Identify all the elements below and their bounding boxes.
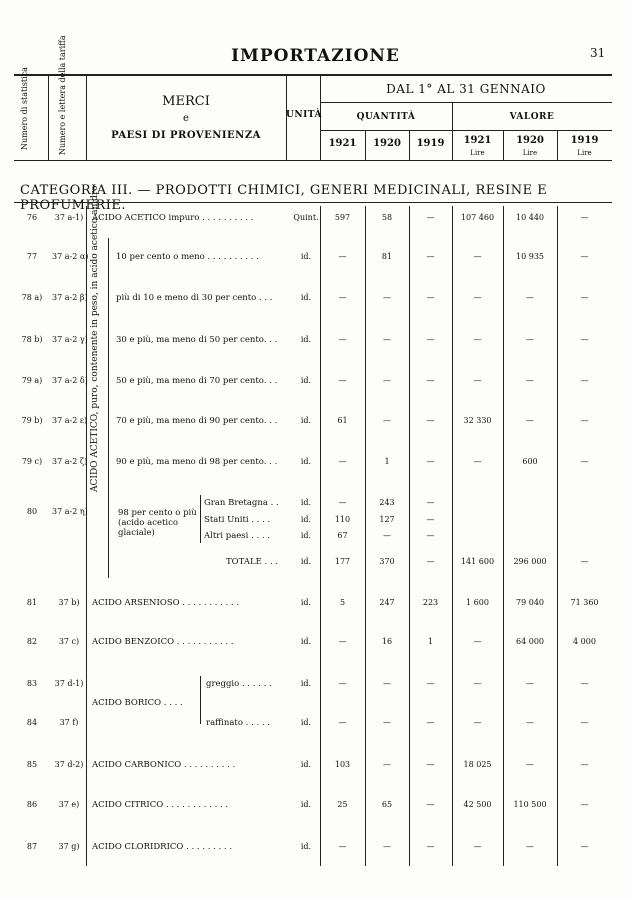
value-v1919: —	[580, 376, 589, 385]
lire-label: Lire	[470, 149, 485, 157]
value-q1920: —	[383, 718, 391, 727]
header-rule	[320, 102, 612, 103]
value-q1921: —	[338, 335, 347, 344]
tariff-code: 37 a-2 α)	[52, 252, 89, 261]
value-q1919: —	[426, 498, 435, 507]
stat-number: 80	[26, 507, 38, 516]
country-bracket	[200, 495, 201, 543]
unit: id.	[300, 800, 312, 809]
unit: Quint.	[293, 213, 319, 222]
tariff-code: 37 a-2 δ)	[52, 376, 88, 385]
value-v1921: 141 600	[460, 557, 495, 566]
total-label: TOTALE . . .	[226, 557, 279, 567]
unit: id.	[300, 679, 312, 688]
value-q1919: —	[426, 760, 435, 769]
year-v-1919: 1919	[570, 135, 599, 146]
value-q1919: 1	[427, 637, 434, 646]
page-number: 31	[590, 46, 606, 60]
stat-number: 84	[26, 718, 38, 727]
value-q1920: —	[383, 376, 391, 385]
value-q1920: —	[383, 842, 391, 851]
value-q1920: 1	[384, 457, 390, 466]
stat-number: 85	[26, 760, 38, 769]
header-divider	[86, 74, 87, 160]
unit: id.	[300, 842, 312, 851]
value-q1921: 103	[334, 760, 351, 769]
value-q1920: 127	[379, 515, 395, 524]
stat-number: 82	[26, 637, 38, 646]
header-quantita: QUANTITÀ	[356, 112, 416, 122]
value-v1921: —	[473, 842, 482, 851]
value-q1920: 243	[379, 498, 395, 507]
value-v1921: 107 460	[460, 213, 495, 222]
unit: id.	[300, 416, 312, 425]
value-q1919: —	[426, 376, 435, 385]
item-description: ACIDO CARBONICO . . . . . . . . . .	[92, 760, 236, 770]
value-q1919: —	[426, 800, 435, 809]
value-v1919: —	[580, 842, 589, 851]
unit: id.	[300, 335, 312, 344]
value-v1919: —	[580, 252, 589, 261]
tariff-code: 37 d-1)	[54, 679, 84, 688]
value-q1921: —	[338, 842, 347, 851]
tariff-code: 37 a-1)	[54, 213, 84, 222]
value-v1921: —	[473, 679, 482, 688]
item-description: 10 per cento o meno . . . . . . . . . .	[116, 252, 259, 262]
value-v1921: —	[473, 376, 482, 385]
tariff-code: 37 c)	[58, 637, 80, 646]
value-v1919: —	[580, 293, 589, 302]
value-v1920: 110 500	[513, 800, 547, 809]
value-q1919: —	[426, 293, 435, 302]
tariff-code: 37 f)	[59, 718, 79, 727]
item-description: 70 e più, ma meno di 90 per cento. . .	[116, 416, 278, 426]
stat-number: 87	[26, 842, 38, 851]
value-q1919: —	[426, 335, 435, 344]
value-q1919: —	[426, 213, 435, 222]
unit: id.	[300, 718, 312, 727]
value-q1920: —	[383, 760, 391, 769]
unit: id.	[300, 598, 312, 607]
value-v1921: 32 330	[463, 416, 492, 425]
value-v1920: —	[526, 842, 534, 851]
value-q1921: 177	[334, 557, 351, 566]
value-q1919: —	[426, 531, 435, 540]
unit: id.	[300, 457, 312, 466]
item-description: 50 e più, ma meno di 70 per cento. . .	[116, 376, 278, 386]
value-q1921: —	[338, 718, 347, 727]
value-v1921: —	[473, 637, 482, 646]
value-q1920: —	[383, 335, 391, 344]
value-q1919: 223	[422, 598, 439, 607]
unit: id.	[300, 637, 312, 646]
value-v1919: —	[580, 718, 589, 727]
value-v1920: —	[526, 416, 534, 425]
tariff-code: 37 e)	[58, 800, 80, 809]
unit: id.	[300, 515, 312, 524]
value-q1921: 597	[334, 213, 351, 222]
header-bottom-rule	[14, 160, 612, 161]
value-v1920: 10 440	[516, 213, 544, 222]
value-q1921: 110	[334, 515, 351, 524]
acetic-bracket-label: ACIDO ACETICO, puro, contenente in peso, in acido acetico anidro	[90, 185, 100, 492]
unit: id.	[300, 252, 312, 261]
value-q1921: —	[338, 293, 347, 302]
year-q-1919: 1919	[416, 138, 445, 149]
header-num-tariff: Numero e lettera della tariffa	[58, 35, 67, 155]
value-q1919: —	[426, 557, 435, 566]
value-q1920: 65	[381, 800, 393, 809]
stat-number: 86	[26, 800, 38, 809]
item-description: 30 e più, ma meno di 50 per cento. . .	[116, 335, 278, 345]
item-description: ACIDO ACETICO impuro . . . . . . . . . .	[92, 213, 254, 223]
value-v1919: —	[580, 457, 589, 466]
header-valore: VALORE	[509, 112, 555, 122]
value-v1920: —	[526, 335, 534, 344]
value-v1920: 10 935	[516, 252, 544, 261]
value-v1921: —	[473, 252, 482, 261]
value-q1921: 67	[337, 531, 348, 540]
header-num-stat: Numero di statistica	[20, 67, 29, 150]
value-q1921: 61	[337, 416, 348, 425]
value-q1920: —	[383, 416, 391, 425]
year-q-1920: 1920	[373, 138, 401, 149]
header-merci-e: e	[183, 113, 189, 124]
stat-number: 79 b)	[21, 416, 43, 425]
unit: id.	[300, 498, 312, 507]
value-v1920: 64 000	[516, 637, 544, 646]
value-q1921: 25	[337, 800, 348, 809]
stat-number: 79 a)	[21, 376, 43, 385]
year-v-1921: 1921	[463, 135, 492, 146]
item-description: ACIDO CITRICO . . . . . . . . . . . .	[92, 800, 229, 810]
value-v1920: —	[526, 679, 534, 688]
value-q1919: —	[426, 515, 435, 524]
value-v1920: 79 040	[516, 598, 544, 607]
value-v1921: 18 025	[463, 760, 492, 769]
year-q-1921: 1921	[328, 138, 357, 149]
value-v1921: —	[473, 293, 482, 302]
value-q1921: —	[338, 498, 347, 507]
item-description: 90 e più, ma meno di 98 per cento. . .	[116, 457, 278, 467]
header-period: DAL 1° AL 31 GENNAIO	[386, 82, 546, 96]
value-q1921: 5	[339, 598, 346, 607]
value-q1920: —	[383, 531, 391, 540]
country-name: Gran Bretagna . .	[204, 498, 279, 508]
header-merci: MERCI	[162, 94, 210, 109]
header-divider	[48, 74, 49, 160]
value-q1921: —	[338, 252, 347, 261]
tariff-code: 37 a-2 γ)	[52, 335, 88, 344]
value-v1919: —	[580, 213, 589, 222]
value-v1921: 1 600	[466, 598, 489, 607]
value-v1920: —	[526, 376, 534, 385]
value-q1919: —	[426, 252, 435, 261]
header-paesi: PAESI DI PROVENIENZA	[111, 130, 261, 141]
lire-label: Lire	[522, 149, 538, 157]
header-unita: UNITÀ	[286, 110, 322, 120]
value-v1921: —	[473, 718, 482, 727]
stat-number: 78 b)	[21, 335, 43, 344]
unit: id.	[300, 376, 312, 385]
value-v1920: —	[526, 760, 534, 769]
category-rule	[14, 202, 612, 203]
value-q1920: 247	[379, 598, 395, 607]
value-v1920: 296 000	[513, 557, 547, 566]
item-description: ACIDO CLORIDRICO . . . . . . . . .	[92, 842, 233, 852]
value-v1919: 4 000	[573, 637, 596, 646]
stat-number: 81	[26, 598, 38, 607]
value-q1921: —	[338, 376, 347, 385]
tariff-code: 37 g)	[58, 842, 80, 851]
value-v1919: —	[580, 760, 589, 769]
value-q1919: —	[426, 842, 435, 851]
lire-label: Lire	[577, 149, 592, 157]
boric-bracket	[200, 676, 201, 724]
value-q1921: —	[338, 679, 347, 688]
item-description: raffinato . . . . .	[206, 718, 270, 728]
country-name: Altri paesi . . . .	[204, 531, 270, 541]
value-q1920: 81	[381, 252, 393, 261]
stat-number: 76	[26, 213, 38, 222]
value-v1920: 600	[522, 457, 538, 466]
tariff-code: 37 a-2 η)	[52, 507, 88, 516]
value-v1921: —	[473, 335, 482, 344]
value-v1919: —	[580, 416, 589, 425]
value-q1919: —	[426, 416, 435, 425]
unit: id.	[300, 557, 312, 566]
unit: id.	[300, 293, 312, 302]
value-v1919: —	[580, 800, 589, 809]
item-description: 98 per cento o più (acido acetico glaciale)	[118, 508, 197, 538]
value-q1919: —	[426, 718, 435, 727]
stat-number: 78 a)	[21, 293, 43, 302]
header-top-rule	[14, 74, 612, 76]
value-q1920: 58	[381, 213, 393, 222]
value-v1921: —	[473, 457, 482, 466]
country-name: Stati Uniti . . . .	[204, 515, 271, 525]
item-description: ACIDO BENZOICO . . . . . . . . . . .	[92, 637, 234, 647]
boric-label: ACIDO BORICO . . . .	[92, 698, 183, 708]
value-q1920: —	[383, 293, 391, 302]
value-q1920: 16	[381, 637, 393, 646]
item-description: greggio . . . . . .	[206, 679, 272, 689]
tariff-code: 37 a-2 β)	[52, 293, 88, 302]
unit: id.	[300, 760, 312, 769]
tariff-code: 37 a-2 ζ)	[52, 457, 88, 466]
value-v1921: 42 500	[463, 800, 492, 809]
value-q1921: —	[338, 457, 347, 466]
stat-number: 79 c)	[21, 457, 43, 466]
value-v1919: —	[580, 679, 589, 688]
value-q1919: —	[426, 457, 435, 466]
year-v-1920: 1920	[516, 135, 544, 146]
page-title: IMPORTAZIONE	[231, 46, 400, 66]
stat-number: 77	[26, 252, 38, 261]
stat-number: 83	[26, 679, 38, 688]
value-v1920: —	[526, 718, 534, 727]
unit: id.	[300, 531, 312, 540]
value-q1920: —	[383, 679, 391, 688]
value-v1920: —	[526, 293, 534, 302]
header-rule	[320, 130, 612, 131]
value-v1919: —	[580, 557, 589, 566]
item-description: più di 10 e meno di 30 per cento . . .	[116, 293, 273, 303]
body-divider	[86, 206, 87, 866]
tariff-code: 37 a-2 ε)	[52, 416, 88, 425]
value-v1919: —	[580, 335, 589, 344]
category-heading: CATEGORIA III. — PRODOTTI CHIMICI, GENERI MEDICINALI, RESINE E PROFUMERIE.	[20, 183, 548, 213]
tariff-code: 37 d-2)	[54, 760, 84, 769]
value-q1919: —	[426, 679, 435, 688]
value-v1919: 71 360	[570, 598, 599, 607]
value-q1920: 370	[379, 557, 395, 566]
value-q1921: —	[338, 637, 347, 646]
tariff-code: 37 b)	[58, 598, 80, 607]
item-description: ACIDO ARSENIOSO . . . . . . . . . . .	[92, 598, 240, 608]
acetic-bracket	[108, 238, 109, 578]
